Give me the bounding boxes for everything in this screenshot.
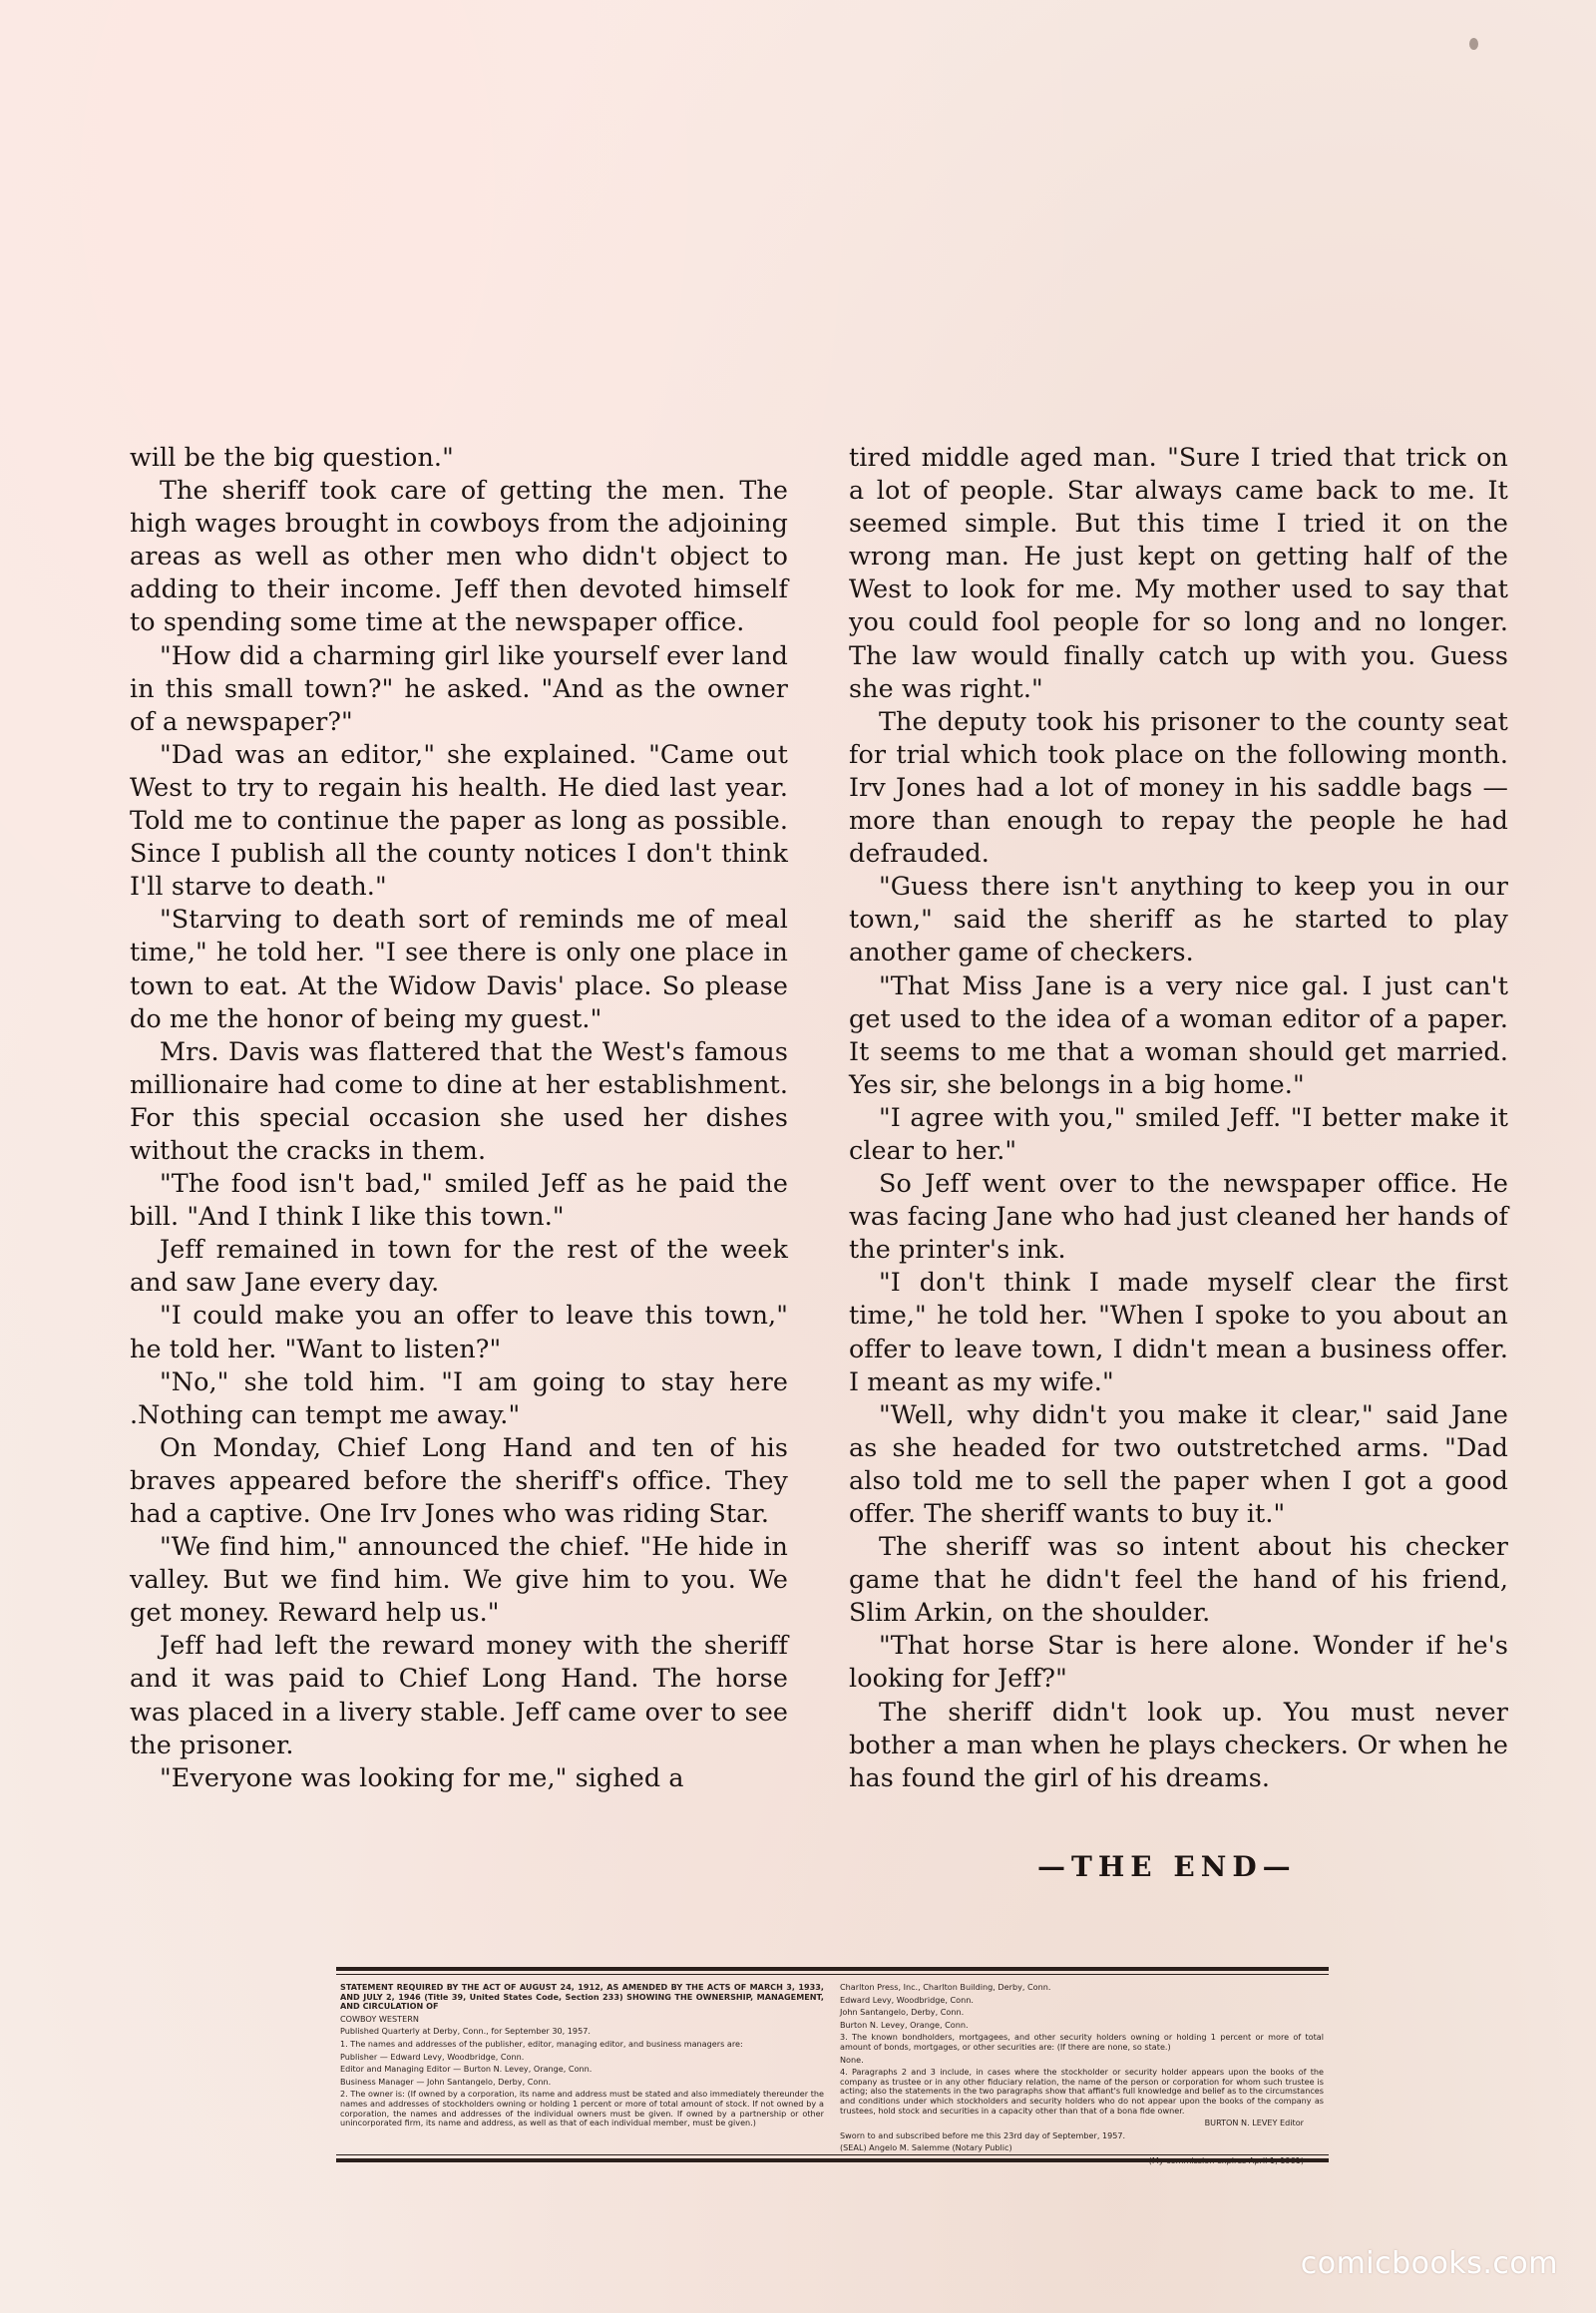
statement-paragraph: (SEAL) Angelo M. Salemme (Notary Public) — [840, 2142, 1012, 2153]
story-paragraph: Jeff remained in town for the rest of the week and saw Jane every day. — [130, 1234, 788, 1298]
statement-paragraph: Editor and Managing Editor — Burton N. Levey, Orange, Conn. — [340, 2064, 593, 2075]
story-paragraph: "The food isn't bad," smiled Jeff as he paid the bill. "And I think I like this town." — [130, 1168, 788, 1232]
site-watermark: comicbooks.com — [1300, 2246, 1558, 2281]
story-paragraph: "I could make you an offer to leave this town," he told her. "Want to listen?" — [130, 1300, 788, 1363]
story-paragraph: "We find him," announced the chief. "He hide in valley. But we find him. We give him to you. We get money. Reward help us." — [130, 1531, 788, 1628]
statement-paragraph: None. — [840, 2054, 864, 2065]
story-paragraph: The sheriff didn't look up. You must never bother a man when he plays checkers. Or when he has found the girl of his dreams. — [849, 1696, 1508, 1792]
statement-paragraph: (My commission expires April 1, 1961) — [1148, 2154, 1304, 2165]
ink-spot — [1469, 38, 1478, 50]
statement-paragraph: BURTON N. LEVEY Editor — [1204, 2118, 1304, 2128]
story-paragraph: "Well, why didn't you make it clear," said Jane as she headed for two outstretched arms. "Dad also told me to sell the paper when I got a good offer. The sheriff wants to buy it." — [849, 1398, 1508, 1528]
story-paragraph: "No," she told him. "I am going to stay here .Nothing can tempt me away." — [130, 1365, 788, 1429]
story-paragraph: "Guess there isn't anything to keep you in our town," said the sheriff as he started to play another game of checkers. — [849, 871, 1508, 967]
statement-paragraph: Burton N. Levey, Orange, Conn. — [840, 2019, 969, 2030]
statement-paragraph: STATEMENT REQUIRED BY THE ACT OF AUGUST 24, 1912, AS AMENDED BY THE ACTS OF MARCH 3, 1933, AND JULY 2, 1946 (Title 39, United States Code, Section 233) SHOWING THE OWNERSHIP, MANAGEMENT, AND CIRCULATION OF — [340, 1982, 824, 2012]
statement-left-column — [340, 1983, 824, 2131]
story-paragraph: will be the big question." — [130, 442, 454, 472]
statement-paragraph: Charlton Press, Inc., Charlton Building, Derby, Conn. — [840, 1982, 1051, 1992]
story-paragraph: Jeff had left the reward money with the sheriff and it was paid to Chief Long Hand. The horse was placed in a livery stable. Jeff came over to see the prisoner. — [130, 1630, 788, 1759]
statement-paragraph: John Santangelo, Derby, Conn. — [840, 2007, 965, 2018]
statement-paragraph: COWBOY WESTERN — [340, 2013, 419, 2024]
story-paragraph: On Monday, Chief Long Hand and ten of his braves appeared before the sheriff's office. They had a captive. One Irv Jones who was riding Star. — [130, 1431, 788, 1528]
story-paragraph: tired middle aged man. "Sure I tried that trick on a lot of people. Star always came back to me. It seemed simple. But this time I tried it on the wrong man. He just kept on getting half of the West to look for me. My mother used to say that you could fool people for so long and no longer. The law would finally catch up with you. Guess she was right." — [849, 442, 1508, 703]
statement-paragraph: Publisher — Edward Levy, Woodbridge, Conn. — [340, 2051, 525, 2062]
story-paragraph: "How did a charming girl like yourself ever land in this small town?" he asked. "And as the owner of a newspaper?" — [130, 639, 788, 736]
story-right-column — [849, 441, 1508, 1794]
story-paragraph: "I don't think I made myself clear the first time," he told her. "When I spoke to you about an offer to leave town, I didn't mean a business offer. I meant as my wife." — [849, 1267, 1508, 1396]
statement-right-column — [840, 1983, 1324, 2169]
story-paragraph: The sheriff was so intent about his checker game that he didn't feel the hand of his friend, Slim Arkin, on the shoulder. — [849, 1531, 1508, 1628]
story-paragraph: The deputy took his prisoner to the county seat for trial which took place on the following month. Irv Jones had a lot of money in his saddle bags — more than enough to repay the people he had defrauded. — [849, 705, 1508, 869]
statement-paragraph: Edward Levy, Woodbridge, Conn. — [840, 1994, 974, 2005]
statement-paragraph: Business Manager — John Santangelo, Derby, Conn. — [340, 2076, 552, 2087]
statement-paragraph: 2. The owner is: (If owned by a corporation, its name and address must be stated and also immediately thereunder the names and addresses of stockholders owning or holding 1 percent or more of total amount of stock. If not owned by a corporation, the names and addresses of the individual owners must be given. If owned by a partnership or other unincorporated firm, its name and address, as well as that of each individual member, must be given.) — [340, 2089, 824, 2128]
story-paragraph: "Everyone was looking for me," sighed a — [160, 1761, 684, 1792]
the-end-label: —THE END— — [1037, 1850, 1297, 1883]
story-paragraph: "I agree with you," smiled Jeff. "I better make it clear to her." — [849, 1101, 1508, 1165]
statement-paragraph: 1. The names and addresses of the publisher, editor, managing editor, and business managers are: — [340, 2038, 743, 2049]
statement-paragraph: Published Quarterly at Derby, Conn., for September 30, 1957. — [340, 2026, 591, 2037]
statement-paragraph: 3. The known bondholders, mortgagees, and other security holders owning or holding 1 percent or more of total amount of bonds, mortgages, or other securities are: (If there are none, so state.) — [840, 2032, 1324, 2052]
statement-paragraph: Sworn to and subscribed before me this 23rd day of September, 1957. — [840, 2129, 1126, 2140]
story-left-column — [130, 441, 788, 1794]
story-paragraph: "That Miss Jane is a very nice gal. I just can't get used to the idea of a woman editor of a paper. It seems to me that a woman should get married. Yes sir, she belongs in a big home." — [849, 969, 1508, 1099]
story-paragraph: So Jeff went over to the newspaper office. He was facing Jane who had just cleaned her hands of the printer's ink. — [849, 1168, 1508, 1265]
story-paragraph: Mrs. Davis was flattered that the West's famous millionaire had come to dine at her establishment. For this special occasion she used her dishes without the cracks in them. — [130, 1035, 788, 1165]
story-paragraph: "That horse Star is here alone. Wonder if he's looking for Jeff?" — [849, 1630, 1508, 1694]
story-paragraph: The sheriff took care of getting the men. The high wages brought in cowboys from the adjoining areas as well as other men who didn't object to adding to their income. Jeff then devoted himself to spending some time at the newspaper office. — [130, 475, 788, 637]
story-paragraph: "Dad was an editor," she explained. "Came out West to try to regain his health. He died last year. Told me to continue the paper as long as possible. Since I publish all the county notices I don't think I'll starve to death." — [130, 738, 788, 902]
statement-paragraph: 4. Paragraphs 2 and 3 include, in cases where the stockholder or security holder appears upon the books of the company as trustee or in any other fiduciary relation, the name of the person or corporation for whom such trustee is acting; also the statements in the two paragraphs show that affiant's full knowledge and belief as to the circumstances and conditions under which stockholders and security holders who do not appear upon the books of the company as trustees, hold stock and securities in a capacity other than that of a bona fide owner. — [840, 2067, 1324, 2116]
ownership-statement — [336, 1967, 1329, 2165]
story-paragraph: "Starving to death sort of reminds me of meal time," he told her. "I see there is only one place in town to eat. At the Widow Davis' place. So please do me the honor of being my guest." — [130, 904, 788, 1033]
